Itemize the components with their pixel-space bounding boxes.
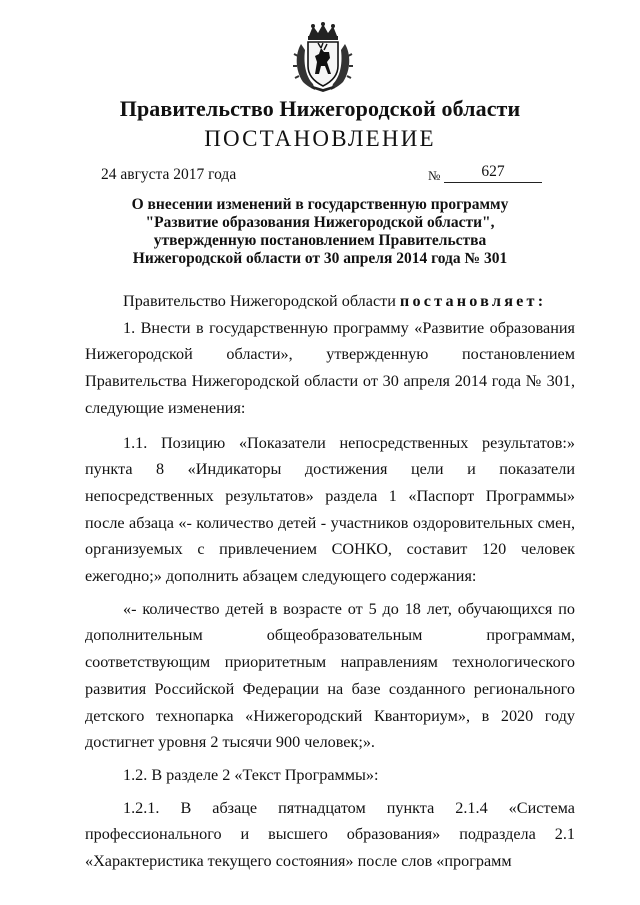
document-date: 24 августа 2017 года bbox=[101, 166, 237, 183]
intro-paragraph bbox=[85, 288, 575, 315]
paragraph-quote: «- количество детей в возрасте от 5 до 18 лет, обучающихся по дополнительным общеобразовательным программам, соответствующим приоритетным направлениям технологического развития Российской Федерации на базе созданного регионального детского технопарка «Нижегородский Кванториум», в 2020 году достигнет уровня 2 тысячи 900 человек;». bbox=[85, 599, 575, 752]
document-subject bbox=[100, 196, 540, 268]
document-type: ПОСТАНОВЛЕНИЕ bbox=[204, 126, 436, 151]
number-sign: № bbox=[428, 168, 441, 183]
nizhny-novgorod-coat-of-arms-icon bbox=[293, 22, 353, 94]
org-name: Правительство Нижегородской области bbox=[119, 96, 521, 121]
intro-text: Правительство Нижегородской области bbox=[123, 292, 396, 310]
decree-word: постановляет: bbox=[399, 292, 547, 310]
paragraph-1-2: 1.2. В разделе 2 «Текст Программы»: bbox=[123, 765, 379, 784]
paragraph-1-2-1: 1.2.1. В абзаце пятнадцатом пункта 2.1.4 «Система профессионального и высшего образования» подраздела 2.1 «Характеристика текущего состояния» после слов «программ bbox=[85, 798, 575, 871]
document-body bbox=[85, 288, 575, 875]
paragraph-1-1: 1.1. Позицию «Показатели непосредственных результатов:» пункта 8 «Индикаторы достижения цели и показатели непосредственных результатов» раздела 1 «Паспорт Программы» после абзаца «- количество детей - участников оздоровительных смен, организуемых с привлечением СОНКО, составит 120 человек ежегодно;» дополнить абзацем следующего содержания: bbox=[85, 433, 575, 586]
subject-line: Нижегородской области от 30 апреля 2014 года № 301 bbox=[132, 250, 508, 267]
subject-line: "Развитие образования Нижегородской области", bbox=[145, 214, 495, 231]
paragraph-1: 1. Внести в государственную программу «Развитие образования Нижегородской области», утвержденную постановлением Правительства Нижегородской области от 30 апреля 2014 года № 301, следующие изменения: bbox=[85, 318, 575, 417]
subject-line: утвержденную постановлением Правительства bbox=[153, 232, 487, 249]
document-number: 627 bbox=[444, 163, 542, 183]
subject-line: О внесении изменений в государственную программу bbox=[131, 196, 509, 213]
